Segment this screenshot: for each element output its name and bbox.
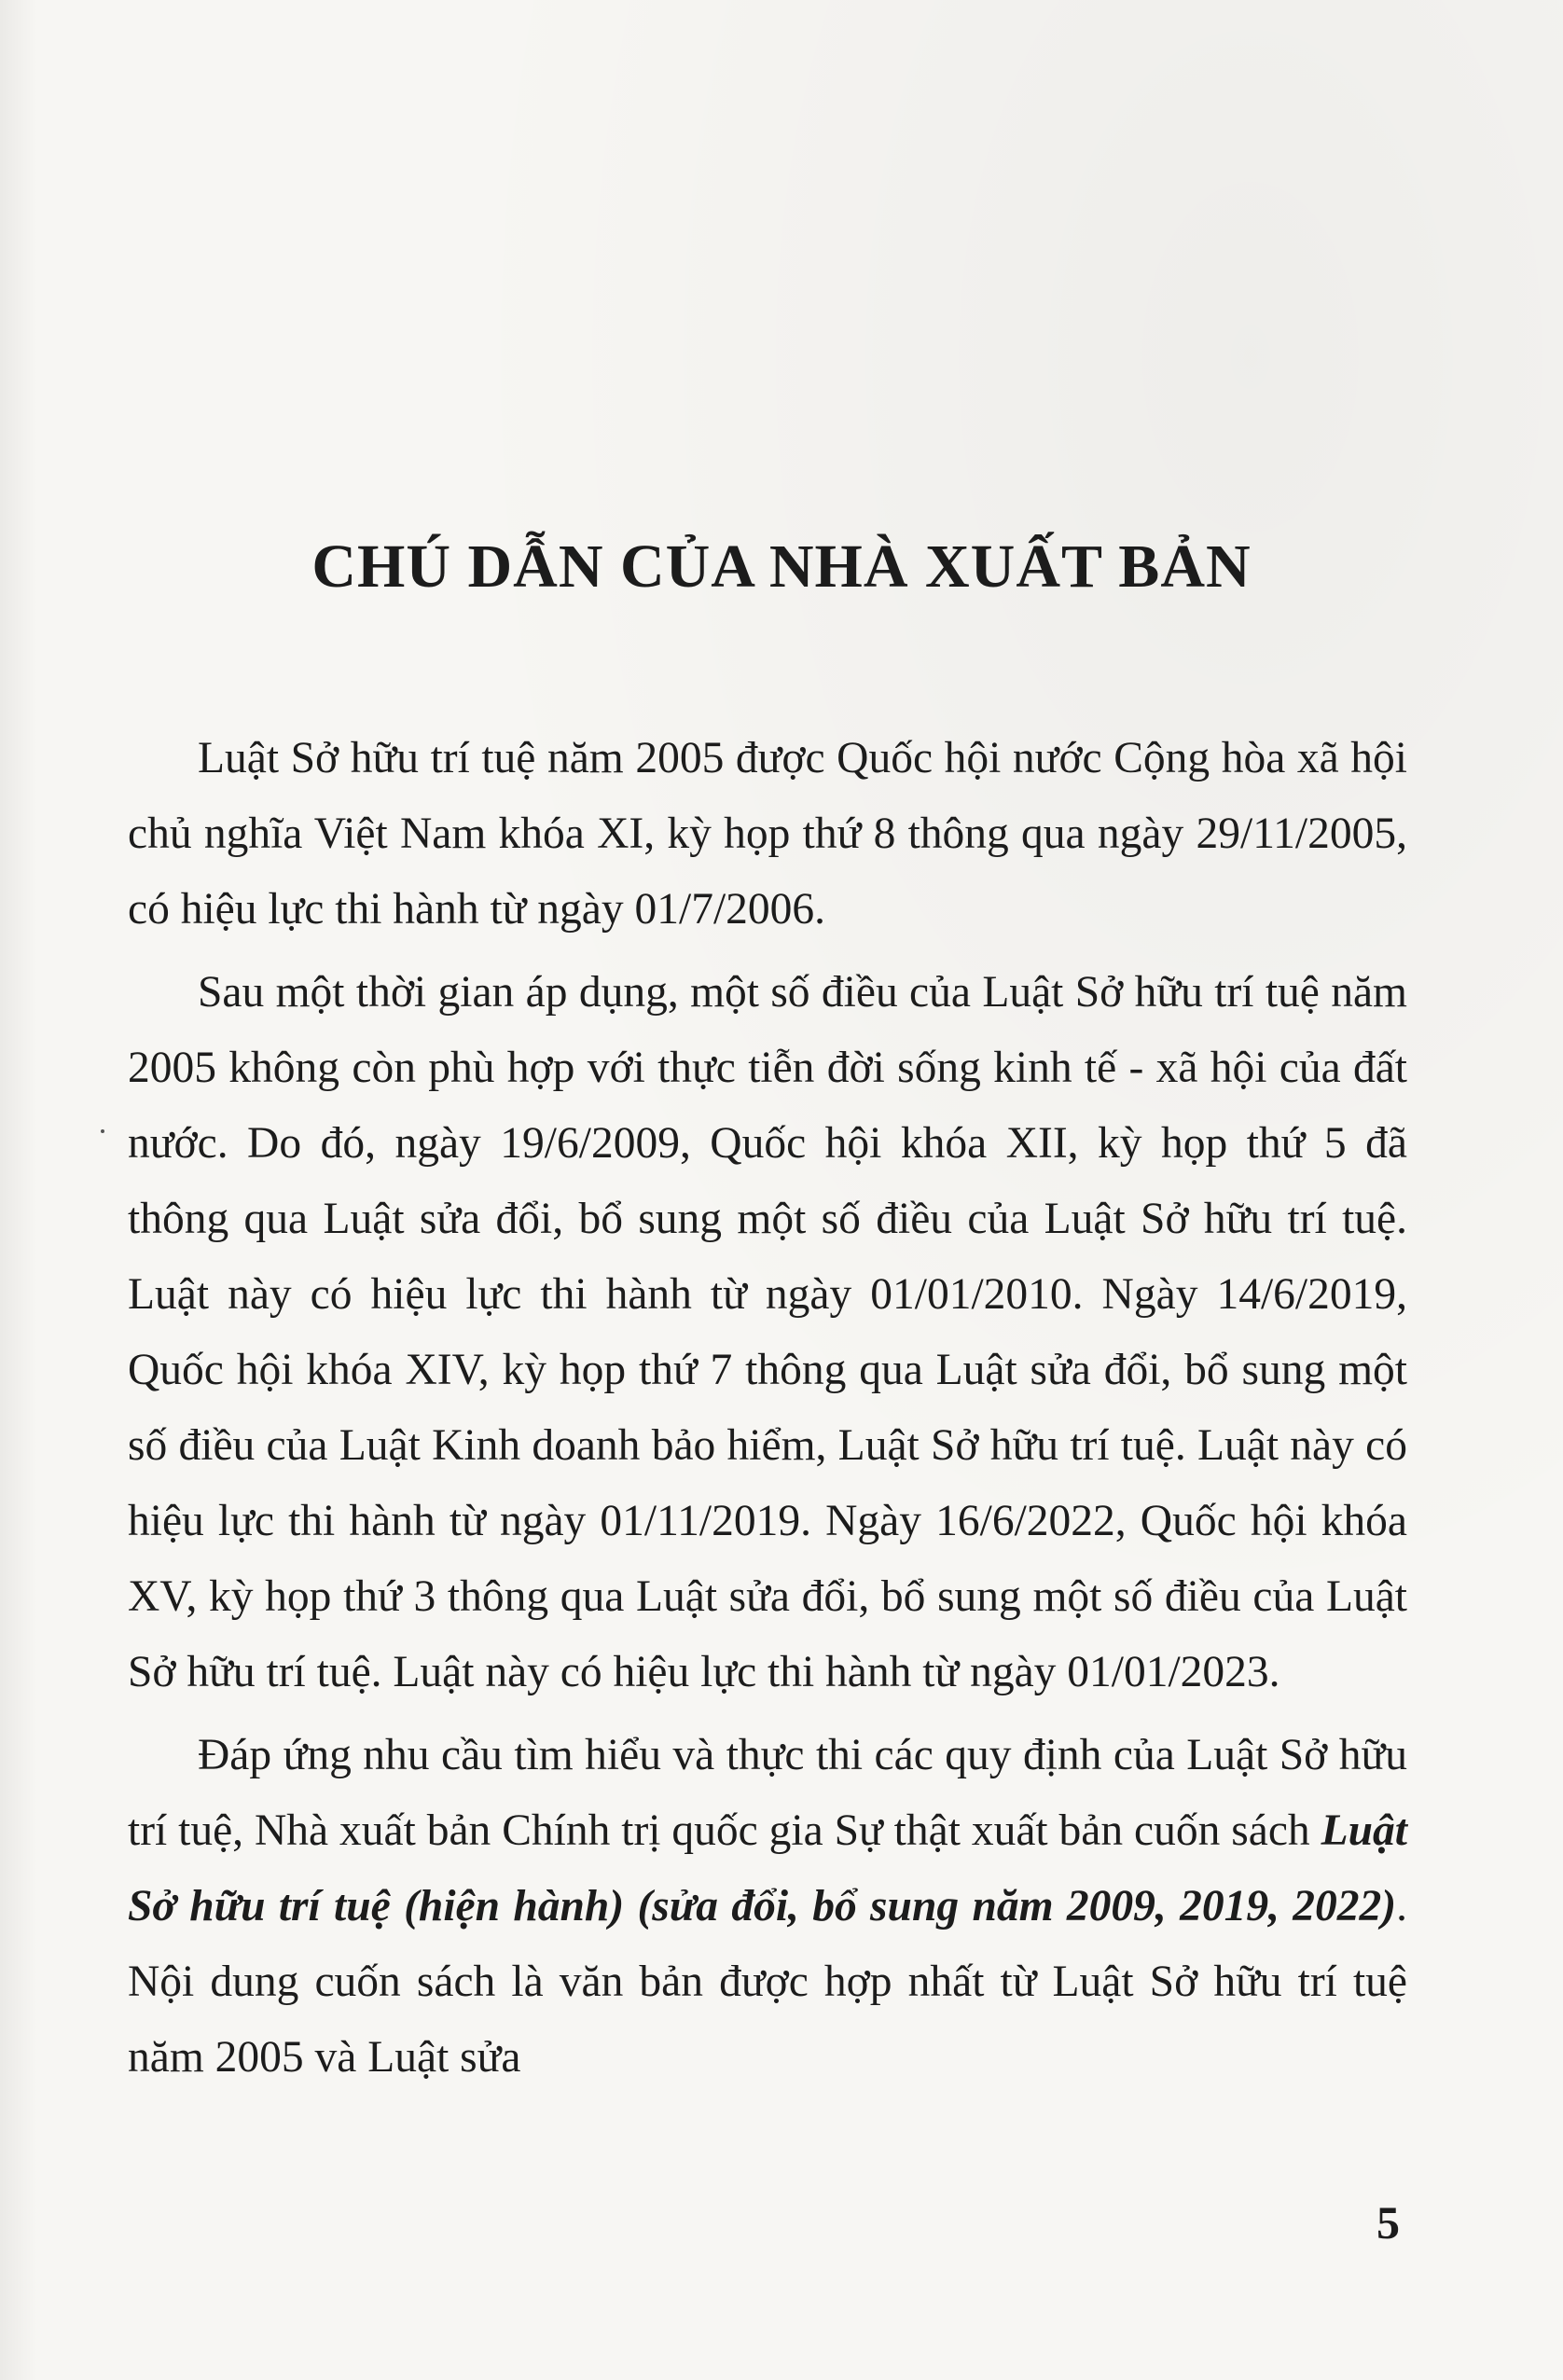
paper-speck xyxy=(101,1129,104,1133)
body-text xyxy=(128,721,1407,2103)
paragraph-3 xyxy=(128,1718,1407,2096)
book-title: Luật Sở hữu trí tuệ (hiện hành) (sửa đổi, bổ sung năm 2009, 2019, 2022) xyxy=(128,1806,1407,1930)
page-number: 5 xyxy=(1376,2196,1400,2249)
paragraph-2: Sau một thời gian áp dụng, một số điều của Luật Sở hữu trí tuệ năm 2005 không còn phù hợp với thực tiễn đời sống kinh tế - xã hội của đất nước. Do đó, ngày 19/6/2009, Quốc hội khóa XII, kỳ họp thứ 5 đã thông qua Luật sửa đổi, bổ sung một số điều của Luật Sở hữu trí tuệ. Luật này có hiệu lực thi hành từ ngày 01/01/2010. Ngày 14/6/2019, Quốc hội khóa XIV, kỳ họp thứ 7 thông qua Luật sửa đổi, bổ sung một số điều của Luật Kinh doanh bảo hiểm, Luật Sở hữu trí tuệ. Luật này có hiệu lực thi hành từ ngày 01/11/2019. Ngày 16/6/2022, Quốc hội khóa XV, kỳ họp thứ 3 thông qua Luật sửa đổi, bổ sung một số điều của Luật Sở hữu trí tuệ. Luật này có hiệu lực thi hành từ ngày 01/01/2023. xyxy=(128,968,1407,1696)
page-title: CHÚ DẪN CỦA NHÀ XUẤT BẢN xyxy=(311,533,1252,601)
paragraph-3-intro: Đáp ứng nhu cầu tìm hiểu và thực thi các quy định của Luật Sở hữu trí tuệ, Nhà xuất bản Chính trị quốc gia Sự thật xuất bản cuốn sách xyxy=(128,1731,1407,1855)
paragraph-1: Luật Sở hữu trí tuệ năm 2005 được Quốc hội nước Cộng hòa xã hội chủ nghĩa Việt Nam khóa XI, kỳ họp thứ 8 thông qua ngày 29/11/2005, có hiệu lực thi hành từ ngày 01/7/2006. xyxy=(128,734,1407,934)
paragraph-3-rest: . Nội dung cuốn sách là văn bản được hợp nhất từ Luật Sở hữu trí tuệ năm 2005 và Luật sửa xyxy=(128,1882,1407,2082)
